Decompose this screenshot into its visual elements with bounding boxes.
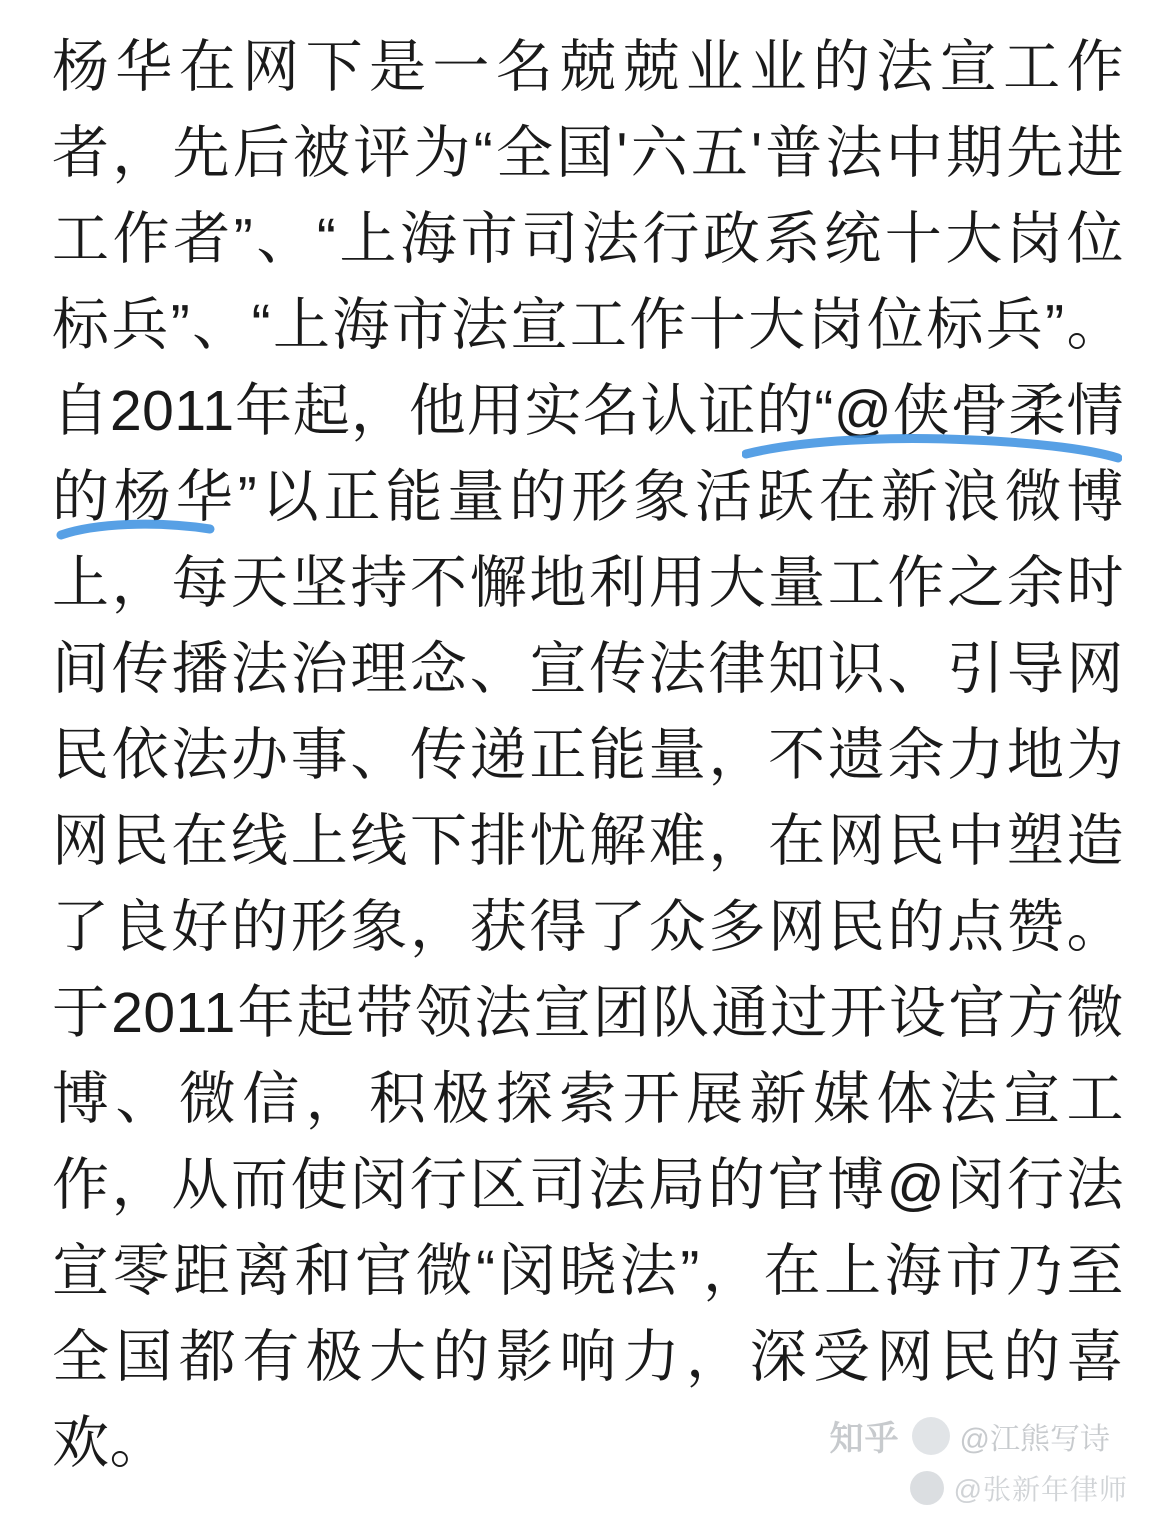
weibo-avatar-icon xyxy=(910,1471,944,1505)
weibo-username: @张新年律师 xyxy=(953,1474,1128,1505)
zhihu-username: @江熊写诗 xyxy=(959,1422,1110,1456)
zhihu-watermark xyxy=(830,1411,1110,1460)
weibo-watermark xyxy=(910,1468,1128,1508)
zhihu-logo: 知乎 xyxy=(829,1420,900,1458)
avatar xyxy=(912,1417,950,1455)
article-paragraph: 杨华在网下是一名兢兢业业的法宣工作者，先后被评为“全国'六五'普法中期先进工作者”、“上海市司法行政系统十大岗位标兵”、“上海市法宣工作十大岗位标兵”。自2011年起，他用实名认证的“@侠骨柔情的杨华”以正能量的形象活跃在新浪微博上，每天坚持不懈地利用大量工作之余时间传播法治理念、宣传法律知识、引导网民依法办事、传递正能量，不遗余力地为网民在线上线下排忧解难，在网民中塑造了良好的形象，获得了众多网民的点赞。于2011年起带领法宣团队通过开设官方微博、微信，积极探索开展新媒体法宣工作，从而使闵行区司法局的官博@闵行法宣零距离和官微“闵晓法”，在上海市乃至全国都有极大的影响力，深受网民的喜欢。 xyxy=(52,35,1124,1475)
zhihu-user-watermark xyxy=(912,1414,1110,1458)
